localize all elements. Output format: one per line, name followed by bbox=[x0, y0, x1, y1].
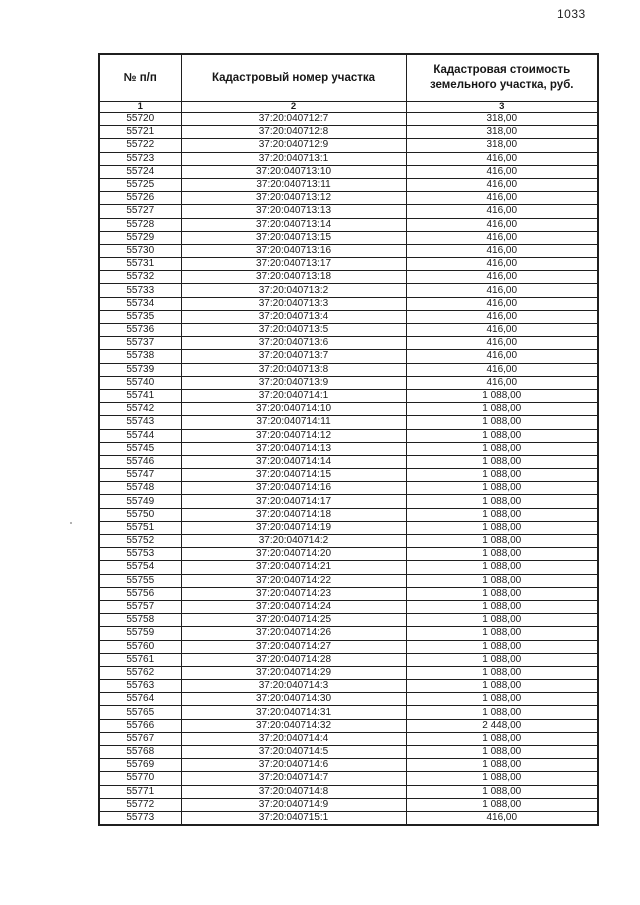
cell-row-index: 55766 bbox=[99, 719, 181, 732]
cell-cadastral-value: 1 088,00 bbox=[406, 798, 598, 811]
table-row bbox=[99, 178, 598, 191]
cell-row-index: 55731 bbox=[99, 258, 181, 271]
table-row bbox=[99, 244, 598, 257]
cell-cadastral-value: 1 088,00 bbox=[406, 614, 598, 627]
cell-cadastral-value: 416,00 bbox=[406, 271, 598, 284]
cell-cadastral-value: 416,00 bbox=[406, 178, 598, 191]
cell-cadastral-number: 37:20:040714:9 bbox=[181, 798, 406, 811]
cell-row-index: 55738 bbox=[99, 350, 181, 363]
table-row bbox=[99, 785, 598, 798]
cell-row-index: 55770 bbox=[99, 772, 181, 785]
cell-cadastral-number: 37:20:040712:9 bbox=[181, 139, 406, 152]
cell-cadastral-number: 37:20:040714:3 bbox=[181, 680, 406, 693]
cell-row-index: 55729 bbox=[99, 231, 181, 244]
cell-cadastral-value: 318,00 bbox=[406, 113, 598, 126]
column-number: 3 bbox=[406, 102, 598, 113]
cell-cadastral-value: 416,00 bbox=[406, 244, 598, 257]
cell-cadastral-number: 37:20:040714:19 bbox=[181, 521, 406, 534]
cell-cadastral-value: 1 088,00 bbox=[406, 416, 598, 429]
cell-cadastral-number: 37:20:040713:8 bbox=[181, 363, 406, 376]
cell-cadastral-number: 37:20:040713:10 bbox=[181, 165, 406, 178]
cell-cadastral-number: 37:20:040714:7 bbox=[181, 772, 406, 785]
table-header bbox=[99, 54, 598, 113]
cell-cadastral-number: 37:20:040714:20 bbox=[181, 548, 406, 561]
cell-row-index: 55737 bbox=[99, 337, 181, 350]
cell-cadastral-value: 1 088,00 bbox=[406, 600, 598, 613]
cell-row-index: 55725 bbox=[99, 178, 181, 191]
cell-cadastral-value: 1 088,00 bbox=[406, 495, 598, 508]
cell-cadastral-value: 416,00 bbox=[406, 165, 598, 178]
cell-row-index: 55761 bbox=[99, 653, 181, 666]
cell-cadastral-value: 1 088,00 bbox=[406, 561, 598, 574]
cell-cadastral-value: 416,00 bbox=[406, 205, 598, 218]
cell-cadastral-number: 37:20:040714:27 bbox=[181, 640, 406, 653]
col-header-cadastral-value: Кадастровая стоимость земельного участка, руб. bbox=[406, 54, 598, 102]
cell-cadastral-value: 1 088,00 bbox=[406, 666, 598, 679]
cell-cadastral-number: 37:20:040713:3 bbox=[181, 297, 406, 310]
cell-cadastral-value: 1 088,00 bbox=[406, 521, 598, 534]
cell-row-index: 55751 bbox=[99, 521, 181, 534]
header-row bbox=[99, 54, 598, 102]
table-row bbox=[99, 258, 598, 271]
cell-cadastral-value: 1 088,00 bbox=[406, 535, 598, 548]
table-row bbox=[99, 693, 598, 706]
cell-cadastral-value: 1 088,00 bbox=[406, 403, 598, 416]
table-row bbox=[99, 231, 598, 244]
cell-row-index: 55757 bbox=[99, 600, 181, 613]
cell-cadastral-value: 416,00 bbox=[406, 310, 598, 323]
cell-cadastral-number: 37:20:040714:17 bbox=[181, 495, 406, 508]
table-row bbox=[99, 363, 598, 376]
table-row bbox=[99, 746, 598, 759]
cell-row-index: 55720 bbox=[99, 113, 181, 126]
cell-cadastral-number: 37:20:040714:21 bbox=[181, 561, 406, 574]
cell-cadastral-number: 37:20:040714:11 bbox=[181, 416, 406, 429]
table-row bbox=[99, 706, 598, 719]
cell-cadastral-value: 1 088,00 bbox=[406, 442, 598, 455]
table-row bbox=[99, 627, 598, 640]
cell-row-index: 55752 bbox=[99, 535, 181, 548]
table-row bbox=[99, 798, 598, 811]
cell-cadastral-number: 37:20:040713:13 bbox=[181, 205, 406, 218]
table-row bbox=[99, 271, 598, 284]
cell-row-index: 55732 bbox=[99, 271, 181, 284]
cell-cadastral-value: 1 088,00 bbox=[406, 627, 598, 640]
table-row bbox=[99, 719, 598, 732]
cell-cadastral-number: 37:20:040714:28 bbox=[181, 653, 406, 666]
table-row bbox=[99, 297, 598, 310]
cell-row-index: 55735 bbox=[99, 310, 181, 323]
cell-row-index: 55765 bbox=[99, 706, 181, 719]
cell-row-index: 55750 bbox=[99, 508, 181, 521]
cell-row-index: 55727 bbox=[99, 205, 181, 218]
table-row bbox=[99, 218, 598, 231]
cell-row-index: 55756 bbox=[99, 587, 181, 600]
cell-row-index: 55764 bbox=[99, 693, 181, 706]
cell-row-index: 55745 bbox=[99, 442, 181, 455]
cell-row-index: 55730 bbox=[99, 244, 181, 257]
cell-cadastral-number: 37:20:040714:1 bbox=[181, 389, 406, 402]
cell-row-index: 55768 bbox=[99, 746, 181, 759]
cell-cadastral-number: 37:20:040713:5 bbox=[181, 324, 406, 337]
cell-cadastral-value: 416,00 bbox=[406, 376, 598, 389]
table-row bbox=[99, 126, 598, 139]
cell-row-index: 55741 bbox=[99, 389, 181, 402]
table-row bbox=[99, 482, 598, 495]
cell-cadastral-number: 37:20:040713:16 bbox=[181, 244, 406, 257]
cell-cadastral-value: 1 088,00 bbox=[406, 772, 598, 785]
table-row bbox=[99, 192, 598, 205]
cell-cadastral-number: 37:20:040714:6 bbox=[181, 759, 406, 772]
cell-cadastral-value: 1 088,00 bbox=[406, 706, 598, 719]
cell-cadastral-value: 416,00 bbox=[406, 324, 598, 337]
cell-row-index: 55739 bbox=[99, 363, 181, 376]
table-row bbox=[99, 495, 598, 508]
cell-row-index: 55759 bbox=[99, 627, 181, 640]
cell-cadastral-number: 37:20:040714:12 bbox=[181, 429, 406, 442]
cell-cadastral-value: 1 088,00 bbox=[406, 482, 598, 495]
cell-cadastral-number: 37:20:040714:32 bbox=[181, 719, 406, 732]
cell-cadastral-value: 1 088,00 bbox=[406, 680, 598, 693]
table-row bbox=[99, 587, 598, 600]
cell-row-index: 55747 bbox=[99, 469, 181, 482]
cell-row-index: 55767 bbox=[99, 732, 181, 745]
cell-cadastral-value: 1 088,00 bbox=[406, 548, 598, 561]
cell-row-index: 55728 bbox=[99, 218, 181, 231]
table-row bbox=[99, 666, 598, 679]
table-row bbox=[99, 310, 598, 323]
cell-cadastral-number: 37:20:040714:23 bbox=[181, 587, 406, 600]
cell-cadastral-number: 37:20:040713:18 bbox=[181, 271, 406, 284]
cell-cadastral-number: 37:20:040713:12 bbox=[181, 192, 406, 205]
cadastral-table bbox=[98, 53, 599, 826]
table-row bbox=[99, 113, 598, 126]
cell-cadastral-value: 416,00 bbox=[406, 811, 598, 824]
table-row bbox=[99, 152, 598, 165]
cell-cadastral-number: 37:20:040714:25 bbox=[181, 614, 406, 627]
cell-cadastral-value: 1 088,00 bbox=[406, 693, 598, 706]
table-row bbox=[99, 640, 598, 653]
cell-cadastral-value: 1 088,00 bbox=[406, 587, 598, 600]
cell-cadastral-value: 416,00 bbox=[406, 231, 598, 244]
cell-cadastral-value: 416,00 bbox=[406, 218, 598, 231]
cell-row-index: 55753 bbox=[99, 548, 181, 561]
table-row bbox=[99, 548, 598, 561]
table-row bbox=[99, 455, 598, 468]
cell-cadastral-number: 37:20:040714:31 bbox=[181, 706, 406, 719]
column-number: 2 bbox=[181, 102, 406, 113]
cell-row-index: 55773 bbox=[99, 811, 181, 824]
table-row bbox=[99, 324, 598, 337]
col-header-cadastral-number: Кадастровый номер участка bbox=[181, 54, 406, 102]
cell-cadastral-value: 2 448,00 bbox=[406, 719, 598, 732]
cell-cadastral-value: 416,00 bbox=[406, 350, 598, 363]
cell-cadastral-number: 37:20:040713:11 bbox=[181, 178, 406, 191]
cell-row-index: 55733 bbox=[99, 284, 181, 297]
cell-row-index: 55736 bbox=[99, 324, 181, 337]
cell-cadastral-value: 416,00 bbox=[406, 297, 598, 310]
page-number: 1033 bbox=[557, 7, 586, 21]
cell-row-index: 55758 bbox=[99, 614, 181, 627]
cell-cadastral-number: 37:20:040713:6 bbox=[181, 337, 406, 350]
cell-cadastral-value: 1 088,00 bbox=[406, 508, 598, 521]
cell-row-index: 55760 bbox=[99, 640, 181, 653]
cell-cadastral-value: 416,00 bbox=[406, 284, 598, 297]
cell-row-index: 55749 bbox=[99, 495, 181, 508]
cell-cadastral-number: 37:20:040714:2 bbox=[181, 535, 406, 548]
cell-row-index: 55744 bbox=[99, 429, 181, 442]
cell-cadastral-value: 1 088,00 bbox=[406, 389, 598, 402]
table-row bbox=[99, 561, 598, 574]
table-row bbox=[99, 337, 598, 350]
cell-cadastral-number: 37:20:040713:15 bbox=[181, 231, 406, 244]
cell-cadastral-value: 1 088,00 bbox=[406, 746, 598, 759]
table-row bbox=[99, 350, 598, 363]
table-row bbox=[99, 574, 598, 587]
column-number: 1 bbox=[99, 102, 181, 113]
cell-cadastral-value: 318,00 bbox=[406, 126, 598, 139]
cell-cadastral-number: 37:20:040714:10 bbox=[181, 403, 406, 416]
cell-cadastral-value: 416,00 bbox=[406, 258, 598, 271]
table-row bbox=[99, 508, 598, 521]
table-row bbox=[99, 732, 598, 745]
cell-cadastral-value: 1 088,00 bbox=[406, 785, 598, 798]
cell-row-index: 55722 bbox=[99, 139, 181, 152]
cell-row-index: 55762 bbox=[99, 666, 181, 679]
cell-cadastral-value: 1 088,00 bbox=[406, 455, 598, 468]
cell-cadastral-number: 37:20:040714:22 bbox=[181, 574, 406, 587]
cell-cadastral-number: 37:20:040713:17 bbox=[181, 258, 406, 271]
cell-cadastral-value: 1 088,00 bbox=[406, 732, 598, 745]
cell-cadastral-number: 37:20:040713:1 bbox=[181, 152, 406, 165]
cell-cadastral-number: 37:20:040714:16 bbox=[181, 482, 406, 495]
table-row bbox=[99, 205, 598, 218]
cell-cadastral-number: 37:20:040714:15 bbox=[181, 469, 406, 482]
cell-cadastral-number: 37:20:040713:14 bbox=[181, 218, 406, 231]
cell-cadastral-number: 37:20:040714:24 bbox=[181, 600, 406, 613]
table-row bbox=[99, 416, 598, 429]
table-row bbox=[99, 680, 598, 693]
cell-cadastral-number: 37:20:040712:8 bbox=[181, 126, 406, 139]
cell-cadastral-number: 37:20:040714:26 bbox=[181, 627, 406, 640]
table-row bbox=[99, 376, 598, 389]
cell-cadastral-number: 37:20:040714:4 bbox=[181, 732, 406, 745]
cell-row-index: 55724 bbox=[99, 165, 181, 178]
cell-cadastral-number: 37:20:040712:7 bbox=[181, 113, 406, 126]
cell-cadastral-number: 37:20:040715:1 bbox=[181, 811, 406, 824]
table-row bbox=[99, 284, 598, 297]
table-row bbox=[99, 139, 598, 152]
column-number-row bbox=[99, 102, 598, 113]
table-row bbox=[99, 469, 598, 482]
table-row bbox=[99, 429, 598, 442]
table-row bbox=[99, 165, 598, 178]
cell-cadastral-value: 1 088,00 bbox=[406, 574, 598, 587]
table-row bbox=[99, 442, 598, 455]
cell-cadastral-number: 37:20:040713:7 bbox=[181, 350, 406, 363]
table-row bbox=[99, 653, 598, 666]
cell-cadastral-value: 1 088,00 bbox=[406, 640, 598, 653]
col-header-index: № п/п bbox=[99, 54, 181, 102]
cell-row-index: 55726 bbox=[99, 192, 181, 205]
table-row bbox=[99, 521, 598, 534]
table-body bbox=[99, 113, 598, 825]
cell-row-index: 55748 bbox=[99, 482, 181, 495]
cell-cadastral-number: 37:20:040714:29 bbox=[181, 666, 406, 679]
cell-cadastral-value: 1 088,00 bbox=[406, 429, 598, 442]
cell-row-index: 55771 bbox=[99, 785, 181, 798]
table-row bbox=[99, 535, 598, 548]
cell-row-index: 55742 bbox=[99, 403, 181, 416]
cell-cadastral-number: 37:20:040714:14 bbox=[181, 455, 406, 468]
cell-cadastral-value: 416,00 bbox=[406, 363, 598, 376]
cell-row-index: 55723 bbox=[99, 152, 181, 165]
cell-cadastral-value: 416,00 bbox=[406, 152, 598, 165]
cell-cadastral-number: 37:20:040714:5 bbox=[181, 746, 406, 759]
cell-row-index: 55721 bbox=[99, 126, 181, 139]
table-row bbox=[99, 759, 598, 772]
cell-cadastral-value: 416,00 bbox=[406, 192, 598, 205]
cell-row-index: 55763 bbox=[99, 680, 181, 693]
cell-cadastral-value: 1 088,00 bbox=[406, 469, 598, 482]
cell-cadastral-value: 318,00 bbox=[406, 139, 598, 152]
table-row bbox=[99, 614, 598, 627]
cell-row-index: 55734 bbox=[99, 297, 181, 310]
cell-cadastral-number: 37:20:040714:18 bbox=[181, 508, 406, 521]
cell-row-index: 55746 bbox=[99, 455, 181, 468]
cell-row-index: 55740 bbox=[99, 376, 181, 389]
table-row bbox=[99, 600, 598, 613]
cell-row-index: 55754 bbox=[99, 561, 181, 574]
cell-row-index: 55769 bbox=[99, 759, 181, 772]
table-row bbox=[99, 389, 598, 402]
cell-cadastral-number: 37:20:040714:30 bbox=[181, 693, 406, 706]
cell-row-index: 55755 bbox=[99, 574, 181, 587]
table-row bbox=[99, 811, 598, 824]
cell-cadastral-value: 416,00 bbox=[406, 337, 598, 350]
cell-cadastral-value: 1 088,00 bbox=[406, 759, 598, 772]
cell-cadastral-number: 37:20:040714:8 bbox=[181, 785, 406, 798]
cell-cadastral-number: 37:20:040714:13 bbox=[181, 442, 406, 455]
cell-row-index: 55743 bbox=[99, 416, 181, 429]
cell-cadastral-number: 37:20:040713:2 bbox=[181, 284, 406, 297]
table-row bbox=[99, 403, 598, 416]
cell-cadastral-value: 1 088,00 bbox=[406, 653, 598, 666]
table-row bbox=[99, 772, 598, 785]
cell-row-index: 55772 bbox=[99, 798, 181, 811]
cell-cadastral-number: 37:20:040713:9 bbox=[181, 376, 406, 389]
scan-speck bbox=[70, 522, 72, 524]
cell-cadastral-number: 37:20:040713:4 bbox=[181, 310, 406, 323]
